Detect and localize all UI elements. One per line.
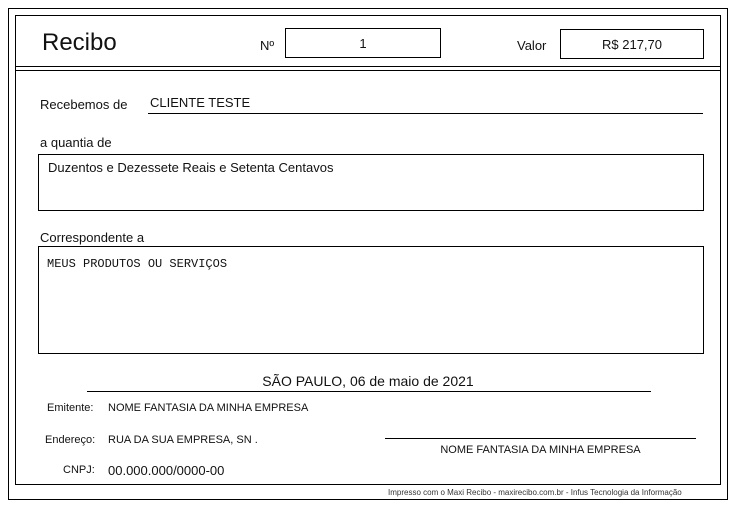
address-value: RUA DA SUA EMPRESA, SN . [108,434,258,446]
issuer-label: Emitente: [47,402,94,414]
value-label: Valor [517,38,547,53]
place-date: SÃO PAULO, 06 de maio de 2021 [262,373,474,389]
issuer-value: NOME FANTASIA DA MINHA EMPRESA [108,402,309,414]
value-amount: R$ 217,70 [602,37,662,52]
received-from-value: CLIENTE TESTE [150,95,251,110]
cnpj-label: CNPJ: [63,464,95,476]
received-from-label: Recebemos de [40,97,128,112]
amount-label: a quantia de [40,135,112,150]
signature-name: NOME FANTASIA DA MINHA EMPRESA [440,444,641,456]
receipt-title: Recibo [42,29,117,56]
regarding-label: Correspondente a [40,230,145,245]
cnpj-value: 00.000.000/0000-00 [108,463,225,478]
number-value: 1 [359,36,367,51]
header-divider-2 [15,70,721,71]
number-field [285,28,441,58]
address-label: Endereço: [45,434,96,446]
header-divider [15,66,721,67]
footer-credit: Impresso com o Maxi Recibo - maxirecibo.com.br - Infus Tecnologia da Informação [388,488,682,497]
amount-words: Duzentos e Dezessete Reais e Setenta Centavos [48,160,334,175]
signature-line [385,438,696,439]
received-from-line [148,113,703,114]
date-line [87,391,651,392]
value-field [560,29,704,59]
number-label: Nº [260,38,275,53]
regarding-text: MEUS PRODUTOS OU SERVIÇOS [47,257,228,271]
